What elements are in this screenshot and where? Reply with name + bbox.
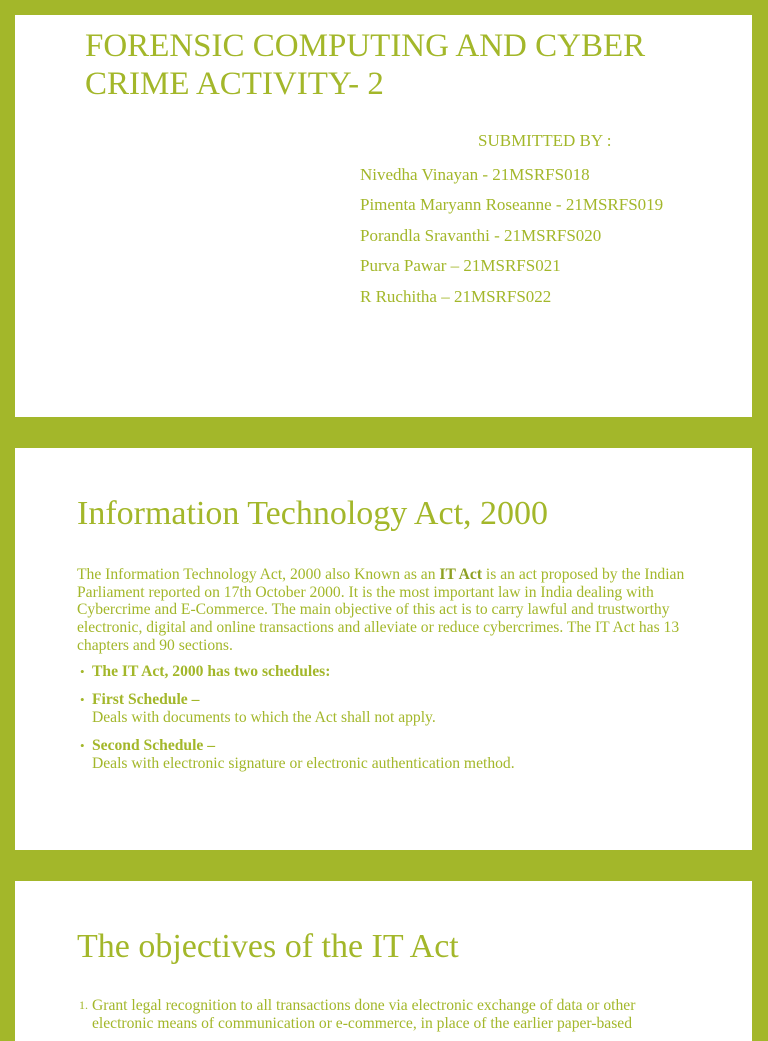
member-list — [360, 160, 663, 312]
objective-text: Grant legal recognition to all transactions done via electronic exchange of data or other electronic means of communication or e-commerce, in place of the earlier paper-based — [92, 997, 636, 1032]
bullet-item — [77, 691, 697, 727]
bullet-icon: • — [80, 664, 85, 679]
objective-item — [77, 997, 697, 1032]
it-act-emphasis: IT Act — [439, 566, 483, 583]
bullet-heading: First Schedule – — [92, 691, 200, 708]
intro-text-start: The Information Technology Act, 2000 also Known as an — [77, 566, 440, 583]
slide-title: The objectives of the IT Act — [77, 928, 459, 965]
intro-paragraph — [77, 566, 687, 655]
member-item: R Ruchitha – 21MSRFS022 — [360, 286, 552, 306]
member-item: Porandla Sravanthi - 21MSRFS020 — [360, 225, 602, 245]
bullet-icon: • — [80, 738, 85, 753]
bullet-heading: The IT Act, 2000 has two schedules: — [92, 663, 331, 680]
intro-text-end: is an act proposed by the Indian Parliament reported on 17th October 2000. It is the most important law in India dealing with Cybercrime and E-Commerce. The main objective of this act is to carry lawful and trustworthy electronic, digital and online transactions and alleviate or reduce cybercrimes. The IT Act has 13 chapters and 90 sections. — [77, 566, 685, 654]
bullet-item — [77, 663, 697, 681]
presentation-title: FORENSIC COMPUTING AND CYBER CRIME ACTIVITY- 2 — [85, 28, 646, 102]
schedule-bullet-list — [77, 663, 697, 773]
bullet-text: Deals with documents to which the Act shall not apply. — [92, 709, 436, 726]
submitted-by-label: SUBMITTED BY : — [478, 131, 612, 150]
slide-title: Information Technology Act, 2000 — [77, 495, 549, 532]
title-slide — [15, 15, 752, 417]
objectives-slide — [15, 881, 752, 1041]
bullet-text: Deals with electronic signature or electronic authentication method. — [92, 755, 515, 772]
bullet-heading: Second Schedule – — [92, 737, 216, 754]
bullet-icon: • — [80, 692, 85, 707]
it-act-slide — [15, 448, 752, 850]
member-item: Nivedha Vinayan - 21MSRFS018 — [360, 165, 590, 184]
objectives-list — [77, 997, 697, 1032]
item-number: 1. — [79, 998, 88, 1012]
member-item: Pimenta Maryann Roseanne - 21MSRFS019 — [360, 195, 664, 215]
bullet-item — [77, 737, 697, 773]
member-item: Purva Pawar – 21MSRFS021 — [360, 256, 561, 276]
